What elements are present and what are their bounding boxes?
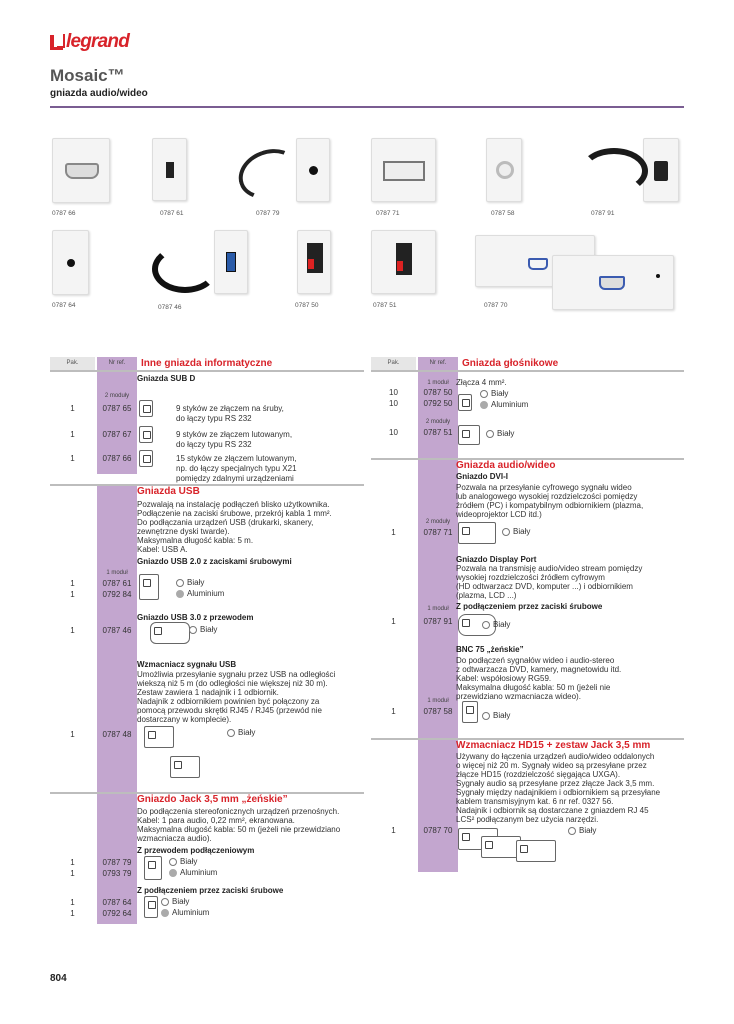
desc-line: Złącza 4 mm². xyxy=(456,378,507,387)
brand-name: legrand xyxy=(66,31,130,52)
product-image-jack-screw xyxy=(52,230,89,295)
subsection-title: Gniazdo USB 2.0 z zaciskami śrubowymi xyxy=(137,557,292,566)
ref-number: 0787 51 xyxy=(423,428,453,437)
speaker-socket-icon xyxy=(458,425,480,445)
usb-socket-icon xyxy=(139,574,159,600)
desc-line: wzmacniacza audio). xyxy=(137,834,212,843)
section-audio-video xyxy=(371,458,684,738)
desc-line: Podłączenie na zaciski śrubowe, przekrój kabla 1 mm². xyxy=(137,509,332,518)
jack-socket-icon xyxy=(144,856,162,880)
module-count: 1 moduł xyxy=(427,380,449,386)
desc-line: kablem transmisyjnym kat. 6 nr ref. 0327 56. xyxy=(456,797,614,806)
ref-number: 0787 64 xyxy=(102,898,132,907)
row-desc: 15 styków ze złączem lutowanym, xyxy=(176,454,297,463)
pak-value: 10 xyxy=(389,388,398,397)
desc-line: Kabel: USB A. xyxy=(137,545,188,554)
desc-line: Pozwalają na instalację podłączeń blisko użytkownika. xyxy=(137,500,330,509)
radio-white-icon xyxy=(568,827,576,835)
radio-white-icon xyxy=(189,626,197,634)
section-usb xyxy=(50,484,364,792)
subsection-title: Wzmacniacz sygnału USB xyxy=(137,660,237,669)
module-count: 1 moduł xyxy=(427,698,449,704)
desc-line: Do podłączeń sygnałów wideo i audio-stereo xyxy=(456,656,615,665)
ref-number: 0787 50 xyxy=(423,388,453,397)
usb3-cable-image xyxy=(152,245,218,293)
pak-value: 1 xyxy=(70,430,75,439)
header-nr-ref: Nr ref. xyxy=(97,357,137,370)
desc-line: (plazma, LCD ...) xyxy=(456,591,517,600)
jack-socket-icon xyxy=(144,896,158,918)
nr-ref-bar xyxy=(97,486,137,792)
subsection-title: Gniazdo DVI-I xyxy=(456,472,508,481)
product-label: 0787 91 xyxy=(591,210,615,217)
product-image-bnc xyxy=(486,138,522,202)
ref-number: 0792 64 xyxy=(102,909,132,918)
option-white: Biały xyxy=(169,857,197,866)
header-pak: Pak. xyxy=(50,357,95,370)
row-desc: pomiędzy zdalnymi urządzeniami xyxy=(176,474,294,483)
subsection-title: Gniazdo USB 3.0 z przewodem xyxy=(137,613,254,622)
option-white: Biały xyxy=(486,429,514,438)
desc-line: wideoprojektor LCD itd.) xyxy=(456,510,542,519)
option-white: Biały xyxy=(482,620,510,629)
desc-line: Pozwala na przesyłanie cyfrowego sygnału wideo xyxy=(456,483,632,492)
desc-line: Sygnały audio są przesyłane przez złącze Jack 3,5 mm. xyxy=(456,779,655,788)
header-pak: Pak. xyxy=(371,357,416,370)
ref-number: 0787 66 xyxy=(102,454,132,463)
product-label: 0787 50 xyxy=(295,302,319,309)
displayport-cable-image xyxy=(580,148,648,194)
option-white: Biały xyxy=(189,625,217,634)
ref-number: 0792 50 xyxy=(423,399,453,408)
ref-number: 0787 65 xyxy=(102,404,132,413)
product-label: 0787 58 xyxy=(491,210,515,217)
desc-line: zewnętrzne dyski twarde). xyxy=(137,527,230,536)
desc-line: Umożliwia przesyłanie sygnału przez USB na odległości xyxy=(137,670,336,679)
pak-value: 10 xyxy=(389,399,398,408)
ref-number: 0793 79 xyxy=(102,869,132,878)
option-white: Biały xyxy=(227,728,255,737)
desc-line: złącze HD15 (rozdzielczość sięgająca UXGA). xyxy=(456,770,621,779)
subsection-title: Gniazdo Display Port xyxy=(456,555,537,564)
product-label: 0787 46 xyxy=(158,304,182,311)
product-label: 0787 70 xyxy=(484,302,508,309)
subsection-title: Z podłączeniem przez zaciski śrubowe xyxy=(456,602,603,611)
speaker-socket-icon xyxy=(458,394,472,411)
subsection-title: Z przewodem podłączeniowym xyxy=(137,846,255,855)
legrand-mark-icon xyxy=(50,35,63,50)
subd-icon xyxy=(139,400,153,417)
usb3-cable-icon xyxy=(150,622,190,644)
legrand-logo xyxy=(50,31,129,53)
radio-aluminium-icon xyxy=(480,401,488,409)
section-subd xyxy=(50,370,364,483)
desc-line: Maksymalna długość kabla: 50 m (jeżeli nie przewidziano xyxy=(137,825,341,834)
desc-line: Zestaw zawiera 1 nadajnik i 1 odbiornik. xyxy=(137,688,279,697)
desc-line: Nadajnik i odbiornik są dostarczane z gniazdem RJ 45 xyxy=(456,806,649,815)
desc-line: (HD odtwarzacz DVD, komputer ...) i odbiornikiem xyxy=(456,582,633,591)
radio-white-icon xyxy=(176,579,184,587)
section-speaker xyxy=(371,370,684,458)
section-hd15 xyxy=(371,738,684,872)
pak-value: 1 xyxy=(70,404,75,413)
product-image-speaker xyxy=(297,230,331,294)
radio-white-icon xyxy=(486,430,494,438)
row-desc: do łączy typu RS 232 xyxy=(176,414,252,423)
product-image-subd xyxy=(52,138,110,203)
bnc-socket-icon xyxy=(462,701,478,723)
option-white: Biały xyxy=(480,389,508,398)
hd15-module-icon xyxy=(516,840,556,862)
section-title: Inne gniazda informatyczne xyxy=(141,358,273,369)
radio-white-icon xyxy=(482,621,490,629)
pak-value: 1 xyxy=(70,858,75,867)
desc-line: dostarczany w komplecie). xyxy=(137,715,232,724)
subsection-title: Gniazda SUB D xyxy=(137,374,196,383)
desc-line: wysokiej rozdzielczości źródłem cyfrowym xyxy=(456,573,605,582)
pak-value: 1 xyxy=(70,626,75,635)
ref-number: 0787 46 xyxy=(102,626,132,635)
subsection-title: Gniazda audio/wideo xyxy=(456,460,556,471)
desc-line: Kabel: 1 para audio, 0,22 mm², ekranowana. xyxy=(137,816,295,825)
ref-number: 0787 79 xyxy=(102,858,132,867)
section-jack xyxy=(50,792,364,924)
product-label: 0787 64 xyxy=(52,302,76,309)
pak-value: 10 xyxy=(389,428,398,437)
section-title: Gniazda głośnikowe xyxy=(462,358,559,369)
ref-number: 0792 84 xyxy=(102,590,132,599)
radio-aluminium-icon xyxy=(169,869,177,877)
desc-line: Sygnały między nadajnikiem i odbiornikiem są przesyłane xyxy=(456,788,661,797)
ref-number: 0787 67 xyxy=(102,430,132,439)
row-desc: 9 styków ze złączem lutowanym, xyxy=(176,430,293,439)
module-count: 2 moduły xyxy=(425,419,451,425)
desc-line: Używany do łączenia urządzeń audio/wideo oddalonych xyxy=(456,752,655,761)
desc-line: Maksymalna długość kabla: 50 m (jeżeli nie xyxy=(456,683,611,692)
nr-ref-bar xyxy=(418,460,458,738)
product-image-jack xyxy=(296,138,330,202)
desc-line: źródłem (PC) i kompatybilnym odbiornikiem (plazma, xyxy=(456,501,644,510)
product-image-dvi xyxy=(371,138,436,202)
subd-icon xyxy=(139,450,153,467)
radio-white-icon xyxy=(482,712,490,720)
product-label: 0787 79 xyxy=(256,210,280,217)
right-column xyxy=(371,357,684,872)
product-image-usb3 xyxy=(214,230,248,294)
desc-line: Do podłączenia stereofonicznych urządzeń przenośnych. xyxy=(137,807,340,816)
left-column xyxy=(50,357,364,924)
radio-white-icon xyxy=(480,390,488,398)
pak-value: 1 xyxy=(70,909,75,918)
option-aluminium: Aluminium xyxy=(480,400,528,409)
pak-value: 1 xyxy=(70,730,75,739)
header-nr-ref: Nr ref. xyxy=(418,357,458,370)
option-aluminium: Aluminium xyxy=(176,589,224,598)
subsection-title: Wzmacniacz HD15 + zestaw Jack 3,5 mm xyxy=(456,740,651,751)
desc-line: wiekszą niż 5 m (do odległości nie większej niż 30 m). xyxy=(137,679,328,688)
desc-line: z odtwarzacza DVD, kamery, magnetowidu itd. xyxy=(456,665,622,674)
row-desc: do łączy typu RS 232 xyxy=(176,440,252,449)
pak-value: 1 xyxy=(70,898,75,907)
option-white: Biały xyxy=(176,578,204,587)
ref-number: 0787 58 xyxy=(423,707,453,716)
row-desc: np. do łączy specjalnych typu X21 xyxy=(176,464,297,473)
module-count: 2 moduły xyxy=(104,393,130,399)
option-aluminium: Aluminium xyxy=(161,908,209,917)
radio-white-icon xyxy=(502,528,510,536)
subd-icon xyxy=(139,426,153,443)
page-title: Mosaic™ xyxy=(50,66,125,85)
row-desc: 9 styków ze złączem na śruby, xyxy=(176,404,284,413)
subsection-title: Gniazda USB xyxy=(137,486,200,497)
dvi-socket-icon xyxy=(458,522,496,544)
ref-number: 0787 71 xyxy=(423,528,453,537)
option-white: Biały xyxy=(502,527,530,536)
pak-value: 1 xyxy=(391,826,396,835)
desc-line: o więcej niż 20 m. Sygnały wideo są przesyłane przez xyxy=(456,761,647,770)
product-image-speaker-2m xyxy=(371,230,436,294)
page-number: 804 xyxy=(50,973,67,984)
desc-line: Do podłączania urządzeń USB (drukarki, skanery, xyxy=(137,518,314,527)
radio-white-icon xyxy=(161,898,169,906)
ref-number: 0787 70 xyxy=(423,826,453,835)
product-label: 0787 66 xyxy=(52,210,76,217)
desc-line: przewidziano wzmacniacza wideo). xyxy=(456,692,581,701)
module-count: 2 moduły xyxy=(425,519,451,525)
option-white: Biały xyxy=(568,826,596,835)
option-white: Biały xyxy=(161,897,189,906)
subsection-title: BNC 75 „żeńskie” xyxy=(456,645,524,654)
nr-ref-bar xyxy=(418,740,458,872)
pak-value: 1 xyxy=(391,617,396,626)
desc-line: LCS² podłączanym bez użycia narzędzi. xyxy=(456,815,599,824)
desc-line: Nadajnik z odbiornikiem powinien być połączony za xyxy=(137,697,320,706)
pak-value: 1 xyxy=(70,454,75,463)
product-label: 0787 71 xyxy=(376,210,400,217)
pak-value: 1 xyxy=(70,590,75,599)
ref-number: 0787 61 xyxy=(102,579,132,588)
ref-number: 0787 91 xyxy=(423,617,453,626)
product-image-hd15-rx xyxy=(552,255,674,310)
option-white: Biały xyxy=(482,711,510,720)
product-image-usb xyxy=(152,138,187,201)
module-count: 1 moduł xyxy=(106,570,128,576)
hd15-module-icon xyxy=(481,836,521,858)
option-aluminium: Aluminium xyxy=(169,868,217,877)
radio-white-icon xyxy=(169,858,177,866)
pak-value: 1 xyxy=(391,528,396,537)
usb-amplifier-icon xyxy=(170,756,200,778)
product-image-displayport xyxy=(643,138,679,202)
pak-value: 1 xyxy=(391,707,396,716)
radio-aluminium-icon xyxy=(161,909,169,917)
page-subtitle: gniazda audio/wideo xyxy=(50,88,148,99)
pak-value: 1 xyxy=(70,579,75,588)
radio-white-icon xyxy=(227,729,235,737)
pak-value: 1 xyxy=(70,869,75,878)
module-count: 1 moduł xyxy=(427,606,449,612)
product-label: 0787 61 xyxy=(160,210,184,217)
desc-line: pomocą przewodu skrętki RJ45 / RJ45 (przewód nie xyxy=(137,706,322,715)
ref-number: 0787 48 xyxy=(102,730,132,739)
subsection-title: Gniazdo Jack 3,5 mm „żeńskie” xyxy=(137,794,288,805)
desc-line: Maksymalna długość kabla: 5 m. xyxy=(137,536,254,545)
desc-line: Pozwala na transmisję audio/video stream pomiędzy xyxy=(456,564,643,573)
usb-amplifier-icon xyxy=(144,726,174,748)
desc-line: lub analogowego wysokiej rozdzielczości pomiędzy xyxy=(456,492,638,501)
product-label: 0787 51 xyxy=(373,302,397,309)
desc-line: Kabel: współosiowy RG59. xyxy=(456,674,552,683)
radio-aluminium-icon xyxy=(176,590,184,598)
subsection-title: Z podłączeniem przez zaciski śrubowe xyxy=(137,886,284,895)
header-rule xyxy=(50,106,684,108)
